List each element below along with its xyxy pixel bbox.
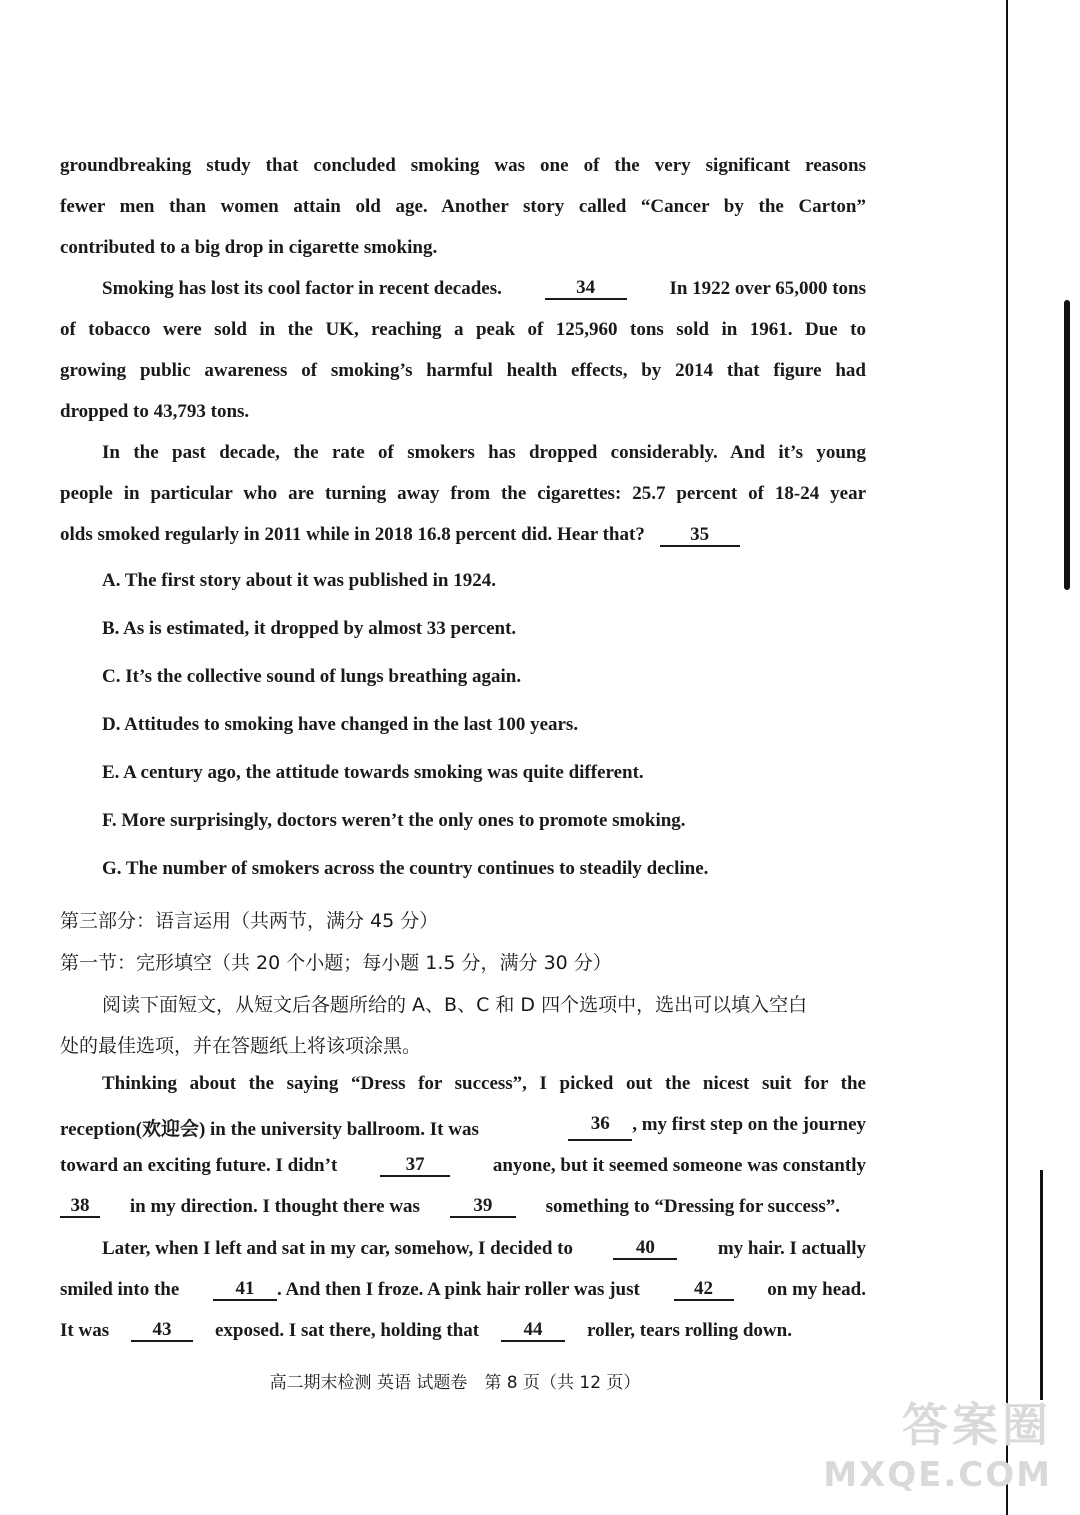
section-heading-part3: 第三部分：语言运用（共两节，满分 45 分） bbox=[60, 910, 439, 932]
page-edge-line bbox=[1006, 0, 1008, 1515]
scan-mark-right bbox=[1064, 300, 1070, 590]
blank-35: 35 bbox=[660, 525, 740, 547]
option-d: D. Attitudes to smoking have changed in the last 100 years. bbox=[102, 714, 579, 735]
cloze-line: Thinking about the saying “Dress for success”, I picked out the nicest suit for the bbox=[102, 1073, 866, 1094]
blank-34: 34 bbox=[545, 278, 627, 300]
passage-line: contributed to a big drop in cigarette smoking. bbox=[60, 237, 438, 258]
blank-40: 40 bbox=[613, 1238, 677, 1260]
instructions-line: 处的最佳选项，并在答题纸上将该项涂黑。 bbox=[60, 1035, 422, 1057]
option-g: G. The number of smokers across the country continues to steadily decline. bbox=[102, 858, 709, 879]
passage-line: people in particular who are turning away from the cigarettes: 25.7 percent of 18-24 year bbox=[60, 483, 866, 504]
blank-37: 37 bbox=[380, 1155, 450, 1177]
watermark-logo bbox=[823, 1389, 1052, 1495]
cloze-line: It was 43 exposed. I sat there, holding that 44 roller, tears rolling down. bbox=[60, 1319, 792, 1341]
option-c: C. It’s the collective sound of lungs breathing again. bbox=[102, 666, 522, 687]
scan-mark-right-lower bbox=[1040, 1170, 1043, 1400]
cloze-line: 38 in my direction. I thought there was 39 something to “Dressing for success”. bbox=[60, 1196, 840, 1218]
blank-38: 38 bbox=[60, 1196, 100, 1218]
blank-43: 43 bbox=[131, 1320, 193, 1342]
page-footer: 高二期末检测 英语 试题卷 第 8 页（共 12 页） bbox=[269, 1373, 641, 1393]
option-e: E. A century ago, the attitude towards smoking was quite different. bbox=[102, 762, 644, 783]
blank-39: 39 bbox=[450, 1196, 516, 1218]
passage-line: fewer men than women attain old age. Another story called “Cancer by the Carton” bbox=[60, 196, 866, 217]
passage-line: of tobacco were sold in the UK, reaching a peak of 125,960 tons sold in 1961. Due to bbox=[60, 319, 866, 340]
option-b: B. As is estimated, it dropped by almost 33 percent. bbox=[102, 618, 517, 639]
cloze-line: reception(欢迎会) in the university ballroom. It was 36 , my first step on the journey bbox=[60, 1113, 866, 1140]
cloze-line: toward an exciting future. I didn’t 37 anyone, but it seemed someone was constantly bbox=[60, 1154, 866, 1176]
option-f: F. More surprisingly, doctors weren’t the only ones to promote smoking. bbox=[102, 810, 686, 831]
blank-42: 42 bbox=[674, 1279, 734, 1301]
blank-36: 36 bbox=[568, 1114, 632, 1141]
passage-line: olds smoked regularly in 2011 while in 2018 16.8 percent did. Hear that? 35 bbox=[60, 524, 866, 547]
passage-line: In the past decade, the rate of smokers has dropped considerably. And it’s young bbox=[102, 442, 866, 463]
option-a: A. The first story about it was published in 1924. bbox=[102, 570, 496, 591]
watermark-line1: 答案圈 bbox=[902, 1398, 1052, 1452]
passage-line: Smoking has lost its cool factor in recent decades. 34 In 1922 over 65,000 tons bbox=[102, 277, 866, 299]
watermark-line2: MXQE.COM bbox=[823, 1455, 1052, 1495]
passage-line: growing public awareness of smoking’s harmful health effects, by 2014 that figure had bbox=[60, 360, 866, 381]
cloze-line: smiled into the 41 . And then I froze. A pink hair roller was just 42 on my head. bbox=[60, 1278, 866, 1300]
instructions-line: 阅读下面短文，从短文后各题所给的 A、B、C 和 D 四个选项中，选出可以填入空白 bbox=[102, 994, 808, 1016]
cloze-line: Later, when I left and sat in my car, somehow, I decided to 40 my hair. I actually bbox=[102, 1237, 866, 1259]
passage-line: groundbreaking study that concluded smoking was one of the very significant reasons bbox=[60, 155, 866, 176]
section-heading-cloze: 第一节：完形填空（共 20 个小题；每小题 1.5 分，满分 30 分） bbox=[60, 952, 612, 974]
passage-line: dropped to 43,793 tons. bbox=[60, 401, 250, 422]
blank-44: 44 bbox=[501, 1320, 565, 1342]
blank-41: 41 bbox=[213, 1279, 277, 1301]
